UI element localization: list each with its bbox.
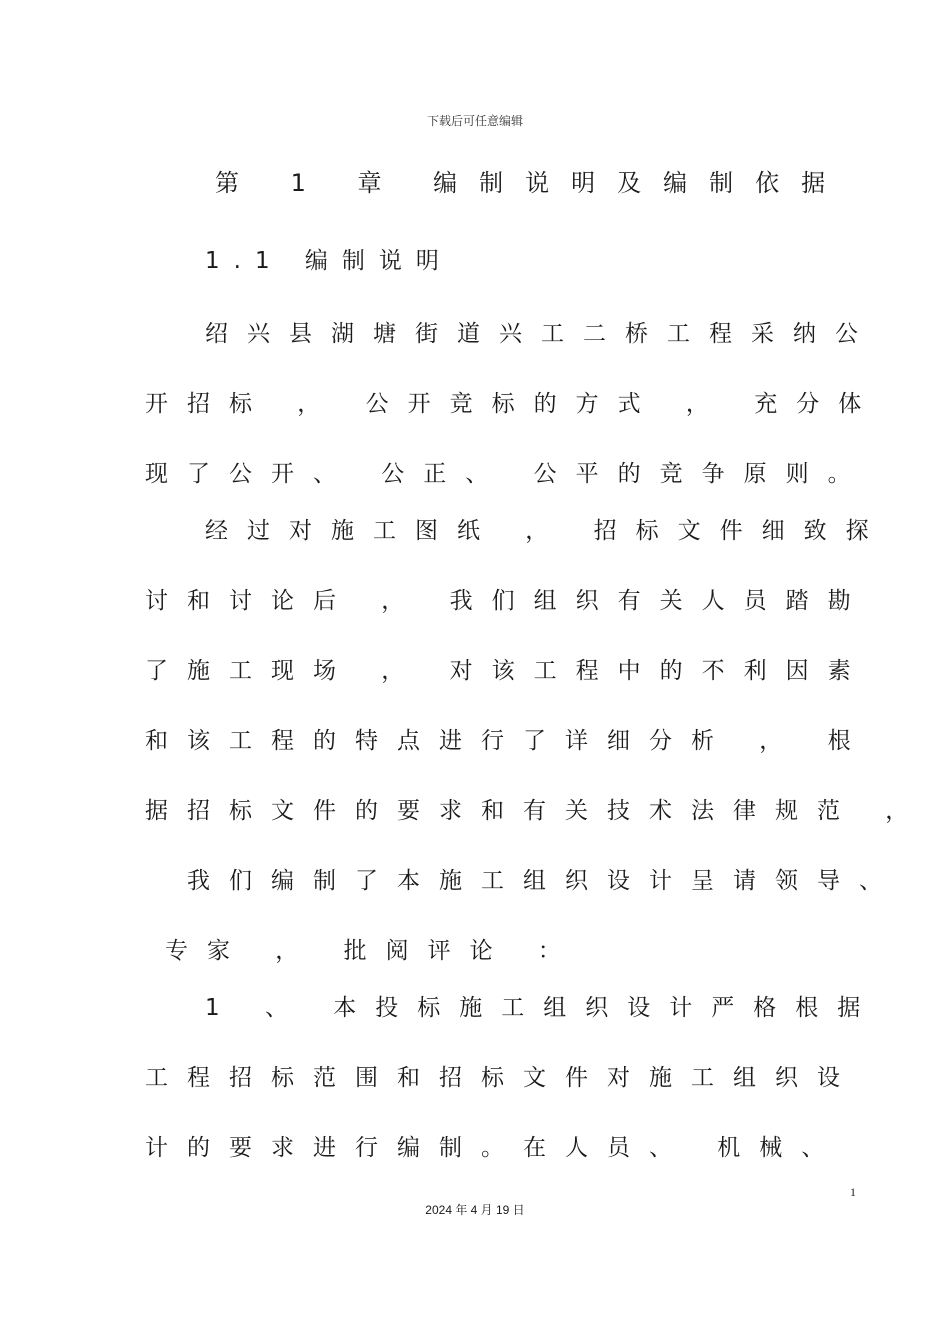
chapter-title: 第 1 章 编制说明及编制依据 [215, 169, 848, 197]
body-line: 开招标 ， 公开竞标的方式 ， 充分体 [145, 391, 881, 417]
body-line: 和该工程的特点进行了详细分析 ， 根 [145, 728, 870, 754]
section-title: 1.1 编制说明 [205, 248, 453, 274]
page-number: 1 [850, 1185, 856, 1199]
body-line: 计的要求进行编制。在人员、 机械、 [145, 1135, 844, 1161]
body-line: 讨和讨论后 ， 我们组织有关人员踏勘 [145, 588, 870, 614]
body-line: 现了公开、 公正、 公平的竞争原则。 [145, 461, 870, 487]
header-note: 下载后可任意编辑 [426, 114, 523, 128]
footer-date: 2024 年 4 月 19 日 [425, 1203, 525, 1217]
body-line: 绍兴县湖塘街道兴工二桥工程采纳公 [205, 321, 877, 347]
body-line: 据招标文件的要求和有关技术法律规范 ， [145, 798, 928, 824]
body-line: 工程招标范围和招标文件对施工组织设 [145, 1065, 859, 1091]
body-line: 了施工现场 ， 对该工程中的不利因素 [145, 658, 870, 684]
body-line: 专家 ， 批阅评论 ： [165, 938, 580, 964]
body-line: 我们编制了本施工组织设计呈请领导、 [187, 868, 901, 894]
body-line: 1 、 本投标施工组织设计严格根据 [205, 995, 880, 1021]
body-line: 经过对施工图纸 ， 招标文件细致探 [205, 518, 888, 544]
